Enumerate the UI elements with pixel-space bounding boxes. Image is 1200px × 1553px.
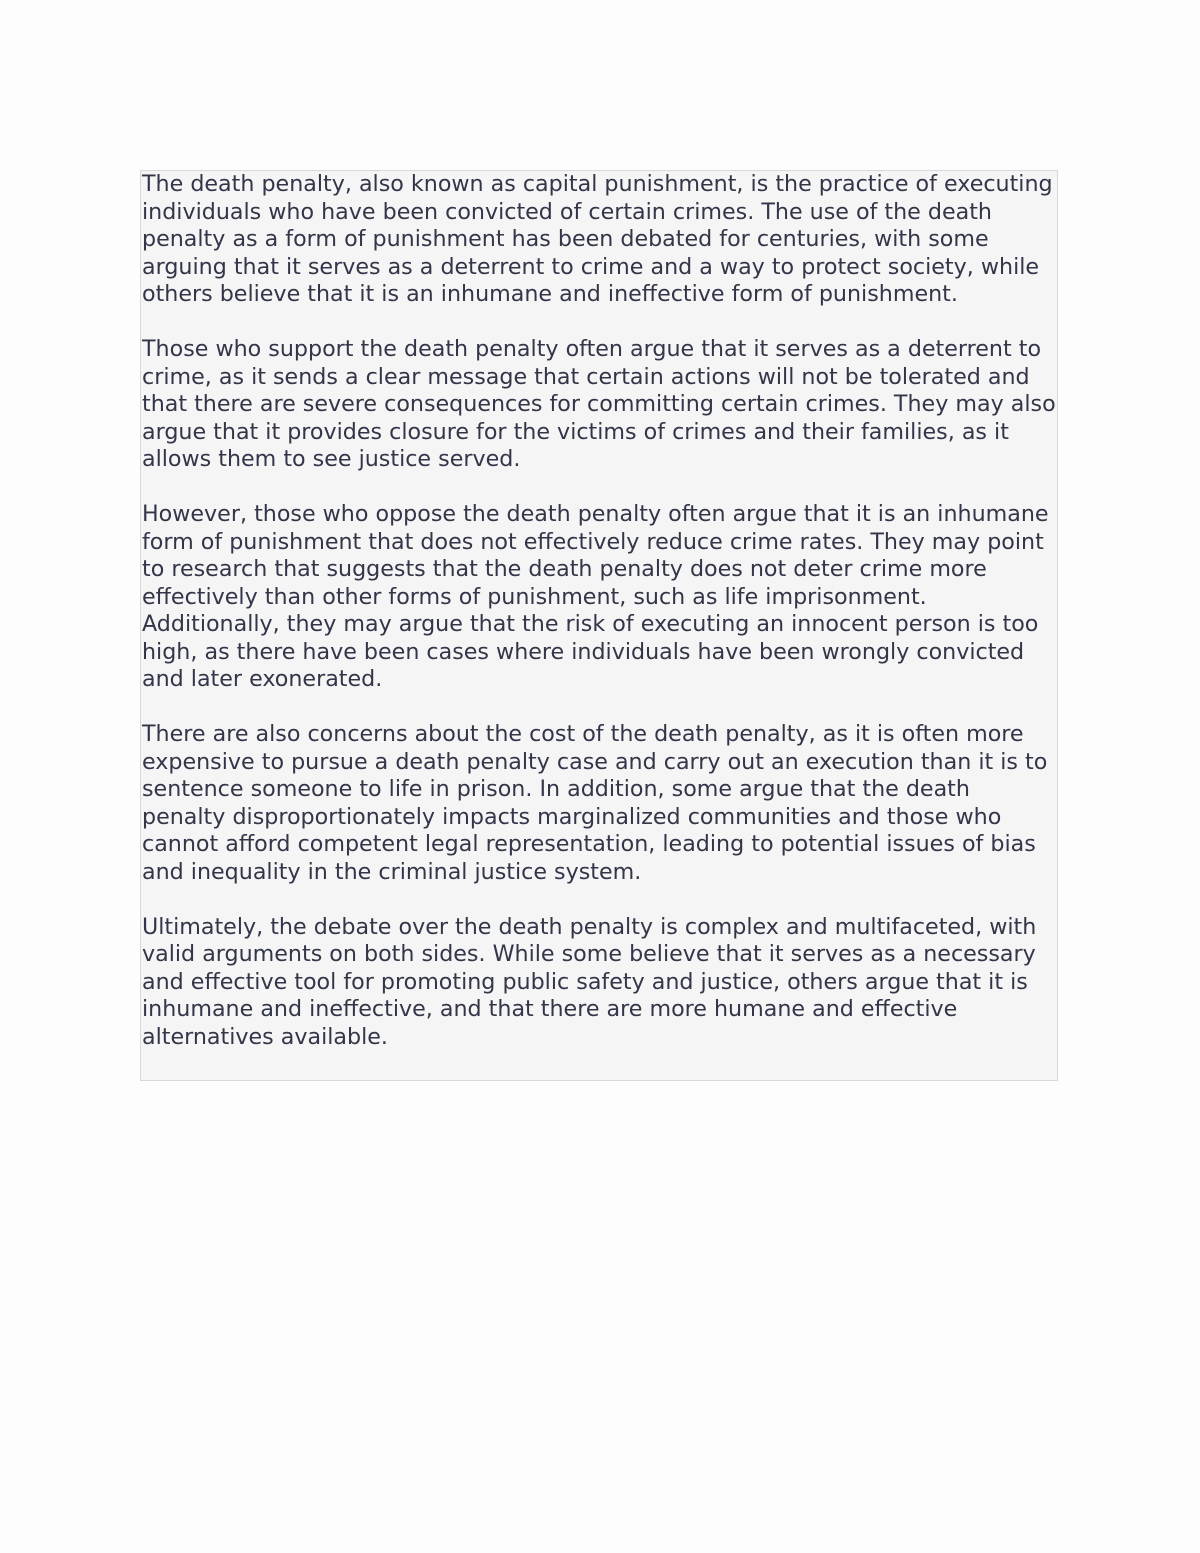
paragraph-conclusion: Ultimately, the debate over the death penalty is complex and multifaceted, with valid arguments on both sides. While some believe that it serves as a necessary and effective tool for promoting public safety and justice, others argue that it is inhumane and ineffective, and that there are more humane and effective alternatives available. xyxy=(142,913,1037,1050)
paragraph-intro: The death penalty, also known as capital punishment, is the practice of executing individuals who have been convicted of certain crimes. The use of the death penalty as a form of punishment has been debated for centuries, with some arguing that it serves as a deterrent to crime and a way to protect society, while others believe that it is an inhumane and ineffective form of punishment. xyxy=(142,171,1053,307)
paragraph-cost: There are also concerns about the cost of the death penalty, as it is often more expensive to pursue a death penalty case and carry out an execution than it is to sentence someone to life in prison. In addition, some argue that the death penalty disproportionately impacts marginalized communities and those who cannot afford competent legal representation, leading to potential issues of bias and inequality in the criminal justice system. xyxy=(142,721,1048,885)
paragraph-support: Those who support the death penalty often argue that it serves as a deterrent to crime, as it sends a clear message that certain actions will not be tolerated and that there are severe consequences for committing certain crimes. They may also argue that it provides closure for the victims of crimes and their families, as it allows them to see justice served. xyxy=(142,336,1056,472)
essay-text-box xyxy=(140,170,1058,1081)
paragraph-oppose: However, those who oppose the death penalty often argue that it is an inhumane form of punishment that does not effectively reduce crime rates. They may point to research that suggests that the death penalty does not deter crime more effectively than other forms of punishment, such as life imprisonment. Additionally, they may argue that the risk of executing an innocent person is too high, as there have been cases where individuals have been wrongly convicted and later exonerated. xyxy=(142,501,1049,692)
